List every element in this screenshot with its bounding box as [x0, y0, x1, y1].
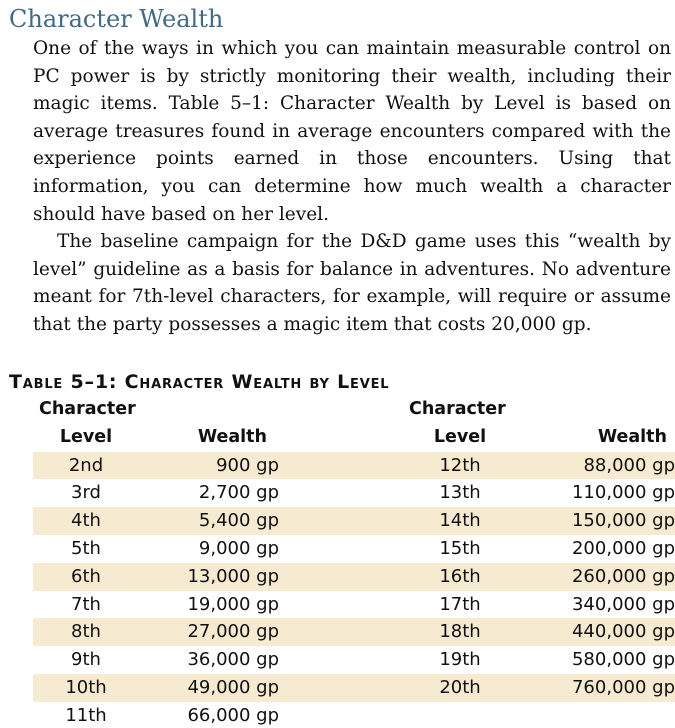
paragraph-1: One of the ways in which you can maintain measurable control on PC power is by strictly monitoring their wealth, including their magic items. Table 5–1: Character Wealth by Level is based on average treasures found in average encounters compared with the experience points earned in those encounters. Using that information, you can determine how much wealth a character should have based on her level.	[33, 38, 671, 225]
level-cell: 18th	[409, 618, 511, 646]
level-cell: 14th	[409, 507, 511, 535]
level-cell: 15th	[439, 537, 481, 559]
level-cell: 4th	[33, 507, 139, 535]
header-level-right: Level	[433, 426, 487, 447]
wealth-cell: 260,000 gp	[511, 563, 675, 591]
table-row	[33, 452, 675, 480]
body-text	[33, 35, 671, 339]
table-row	[33, 507, 675, 535]
wealth-cell: 760,000 gp	[511, 674, 675, 702]
level-cell: 12th	[409, 452, 511, 480]
header-wealth-right: Wealth	[597, 426, 667, 447]
wealth-cell: 5,400 gp	[139, 507, 279, 535]
table-row	[33, 563, 675, 591]
character-wealth-table	[33, 396, 675, 728]
wealth-cell: 13,000 gp	[139, 563, 279, 591]
table-row	[33, 674, 675, 702]
wealth-cell: 900 gp	[139, 452, 279, 480]
level-cell: 9th	[71, 649, 101, 671]
table-row	[33, 702, 675, 728]
level-cell: 13th	[439, 482, 481, 504]
level-cell: 11th	[65, 704, 107, 726]
level-cell	[409, 702, 511, 728]
table-row	[33, 646, 675, 674]
table-title: Table 5–1: Character Wealth by Level	[9, 371, 390, 393]
level-cell: 2nd	[33, 452, 139, 480]
header-level-left: Level	[59, 426, 113, 447]
wealth-cell: 150,000 gp	[511, 507, 675, 535]
wealth-cell: 340,000 gp	[571, 593, 675, 615]
header-character-left: Character	[39, 399, 136, 419]
wealth-cell: 27,000 gp	[139, 618, 279, 646]
wealth-cell: 88,000 gp	[511, 452, 675, 480]
level-cell: 5th	[71, 537, 101, 559]
wealth-cell: 110,000 gp	[571, 482, 675, 504]
level-cell: 20th	[409, 674, 511, 702]
level-cell: 17th	[439, 593, 481, 615]
table-row	[33, 618, 675, 646]
wealth-cell	[511, 702, 675, 728]
paragraph-2: The baseline campaign for the D&D game uses this “wealth by level” guideline as a basis for balance in adventures. No adventure meant for 7th-level characters, for example, will require or assume that the party possesses a magic item that costs 20,000 gp.	[33, 231, 671, 335]
table-header-top-row	[33, 396, 675, 424]
wealth-cell: 36,000 gp	[187, 649, 279, 671]
level-cell: 10th	[33, 674, 139, 702]
wealth-cell: 49,000 gp	[139, 674, 279, 702]
wealth-cell: 2,700 gp	[198, 482, 279, 504]
header-wealth-left: Wealth	[197, 426, 267, 447]
table-row	[33, 479, 675, 507]
level-cell: 3rd	[71, 482, 101, 504]
wealth-cell: 66,000 gp	[187, 704, 279, 726]
wealth-cell: 200,000 gp	[571, 537, 675, 559]
table-row	[33, 591, 675, 619]
level-cell: 7th	[71, 593, 101, 615]
level-cell: 6th	[33, 563, 139, 591]
table-row	[33, 535, 675, 563]
table-header-bottom-row	[33, 424, 675, 452]
level-cell: 8th	[33, 618, 139, 646]
wealth-cell: 9,000 gp	[198, 537, 279, 559]
wealth-cell: 440,000 gp	[511, 618, 675, 646]
wealth-cell: 580,000 gp	[571, 649, 675, 671]
section-heading: Character Wealth	[9, 5, 224, 33]
header-character-right: Character	[409, 399, 506, 419]
level-cell: 16th	[409, 563, 511, 591]
wealth-cell: 19,000 gp	[187, 593, 279, 615]
level-cell: 19th	[439, 649, 481, 671]
